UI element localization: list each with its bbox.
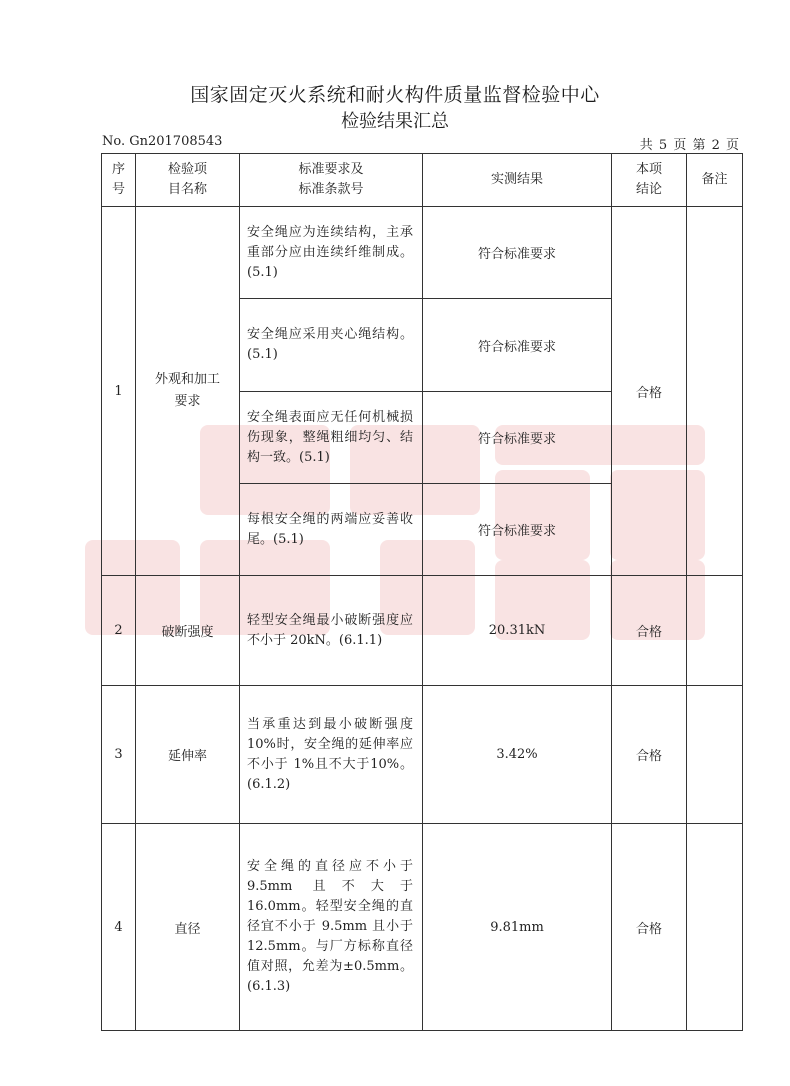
row-requirement: 安全绳表面应无任何机械损伤现象，整绳粗细均匀、结构一致。(5.1) [240, 392, 423, 484]
header-remarks: 备注 [687, 154, 743, 207]
row-conclusion: 合格 [612, 576, 687, 686]
row-result: 符合标准要求 [423, 484, 612, 576]
row-requirement: 轻型安全绳最小破断强度应不小于 20kN。(6.1.1) [240, 576, 423, 686]
row-item-name: 外观和加工 要求 [136, 207, 240, 576]
table-row [102, 576, 743, 686]
page-indicator: 共 5 页 第 2 页 [639, 138, 740, 153]
header-item-name: 检验项 目名称 [136, 154, 240, 207]
org-title: 国家固定灭火系统和耐火构件质量监督检验中心 [190, 84, 600, 106]
row-result: 20.31kN [423, 576, 612, 686]
row-requirement: 当承重达到最小破断强度 10%时，安全绳的延伸率应不小于 1%且不大于10%。(6.1.2) [240, 686, 423, 824]
row-serial-no: 4 [102, 824, 136, 1031]
row-requirement: 安全绳应为连续结构，主承重部分应由连续纤维制成。(5.1) [240, 207, 423, 299]
report-number: No. Gn201708543 [102, 134, 223, 149]
row-serial-no: 1 [102, 207, 136, 576]
row-serial-no: 2 [102, 576, 136, 686]
row-result: 9.81mm [423, 824, 612, 1031]
row-result: 符合标准要求 [423, 207, 612, 299]
row-result: 符合标准要求 [423, 299, 612, 392]
row-result: 3.42% [423, 686, 612, 824]
row-result: 符合标准要求 [423, 392, 612, 484]
header-conclusion: 本项 结论 [612, 154, 687, 207]
table-row [102, 686, 743, 824]
row-requirement: 每根安全绳的两端应妥善收尾。(5.1) [240, 484, 423, 576]
row-requirement: 安全绳的直径应不小于9.5mm 且不大于 16.0mm。轻型安全绳的直径宜不小于 9.5mm 且小于12.5mm。与厂方标称直径值对照，允差为±0.5mm。(6.1.3) [240, 824, 423, 1031]
row-requirement: 安全绳应采用夹心绳结构。(5.1) [240, 299, 423, 392]
results-table [101, 153, 743, 1031]
document-title: 检验结果汇总 [341, 111, 449, 132]
table-header-row [102, 154, 743, 207]
header-serial-no: 序 号 [102, 154, 136, 207]
row-conclusion: 合格 [612, 207, 687, 576]
row-remarks [687, 576, 743, 686]
row-remarks [687, 207, 743, 576]
header-measured-result: 实测结果 [423, 154, 612, 207]
row-conclusion: 合格 [612, 824, 687, 1031]
table-row [102, 207, 743, 299]
row-item-name: 延伸率 [136, 686, 240, 824]
header-standard-requirement: 标准要求及 标准条款号 [240, 154, 423, 207]
row-item-name: 破断强度 [136, 576, 240, 686]
row-conclusion: 合格 [612, 686, 687, 824]
row-item-name: 直径 [136, 824, 240, 1031]
row-remarks [687, 686, 743, 824]
row-serial-no: 3 [102, 686, 136, 824]
row-remarks [687, 824, 743, 1031]
table-row [102, 824, 743, 1031]
